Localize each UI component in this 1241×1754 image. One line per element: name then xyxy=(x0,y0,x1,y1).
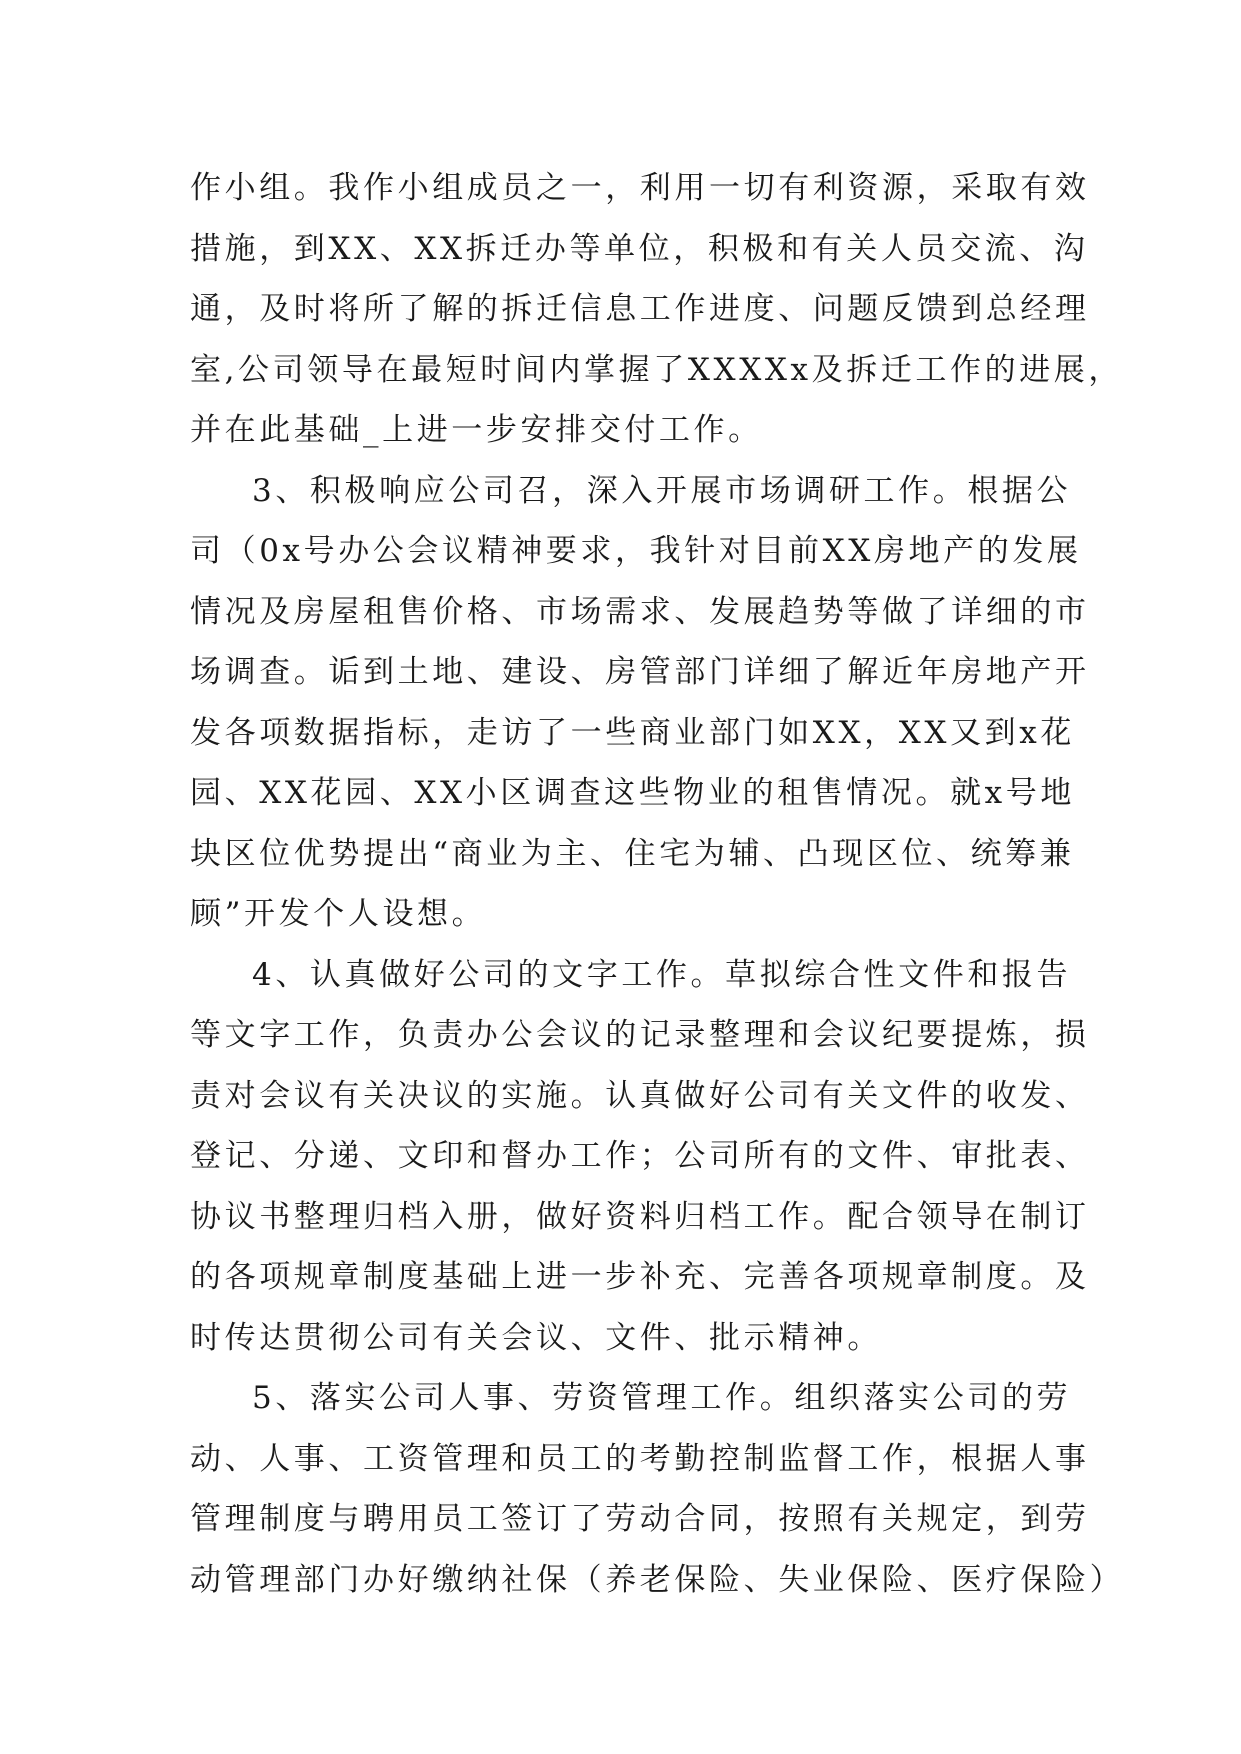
paragraph-start-line: 3、积极响应公司召，深入开展市场调研工作。根据公 xyxy=(252,472,1072,509)
text-line: 管理制度与聘用员工签订了劳动合同，按照有关规定，到劳 xyxy=(190,1501,1090,1537)
text-line: 发各项数据指标，走访了一些商业部门如XX，XX又到x花 xyxy=(190,714,1075,751)
text-line: 等文字工作，负责办公会议的记录整理和会议纪要提炼，损 xyxy=(190,1017,1090,1053)
text-line: 协议书整理归档入册，做好资料归档工作。配合领导在制订 xyxy=(190,1198,1090,1235)
text-line: 情况及房屋租售价格、市场需求、发展趋势等做了详细的市 xyxy=(190,593,1090,630)
text-line: 登记、分递、文印和督办工作；公司所有的文件、审批表、 xyxy=(190,1138,1090,1174)
text-line: 场调查。诟到土地、建设、房管部门详细了解近年房地产开 xyxy=(190,654,1090,690)
text-line: 室,公司领导在最短时间内掌握了XXXXx及拆迁工作的进展， xyxy=(190,351,1124,388)
document-body xyxy=(190,158,1125,1610)
text-line: 作小组。我作小组成员之一，利用一切有利资源，采取有效 xyxy=(190,170,1090,206)
text-line: 通，及时将所了解的拆迁信息工作进度、问题反馈到总经理 xyxy=(190,291,1090,327)
text-line: 时传达贯彻公司有关会议、文件、批示精神。 xyxy=(190,1319,882,1356)
text-line: 并在此基础_上进一步安排交付工作。 xyxy=(190,412,763,448)
text-line: 措施，到XX、XX拆迁办等单位，积极和有关人员交流、沟 xyxy=(190,230,1089,267)
paragraph-start-line: 4、认真做好公司的文字工作。草拟综合性文件和报告 xyxy=(252,956,1072,993)
text-line: 动管理部门办好缴纳社保（养老保险、失业保险、医疗保险） xyxy=(190,1561,1125,1598)
text-line: 顾”开发个人设想。 xyxy=(190,896,487,932)
text-line: 司（0x号办公会议精神要求，我针对目前XX房地产的发展 xyxy=(190,533,1082,569)
paragraph-start-line: 5、落实公司人事、劳资管理工作。组织落实公司的劳 xyxy=(252,1380,1072,1416)
text-line: 的各项规章制度基础上进一步补充、完善各项规章制度。及 xyxy=(190,1259,1090,1295)
text-line: 块区位优势提出“商业为主、住宅为辅、凸现区位、统筹兼 xyxy=(190,835,1075,872)
text-line: 园、XX花园、XX小区调查这些物业的租售情况。就x号地 xyxy=(190,775,1075,811)
text-line: 动、人事、工资管理和员工的考勤控制监督工作，根据人事 xyxy=(190,1440,1090,1477)
text-line: 责对会议有关决议的实施。认真做好公司有关文件的收发、 xyxy=(190,1077,1090,1114)
